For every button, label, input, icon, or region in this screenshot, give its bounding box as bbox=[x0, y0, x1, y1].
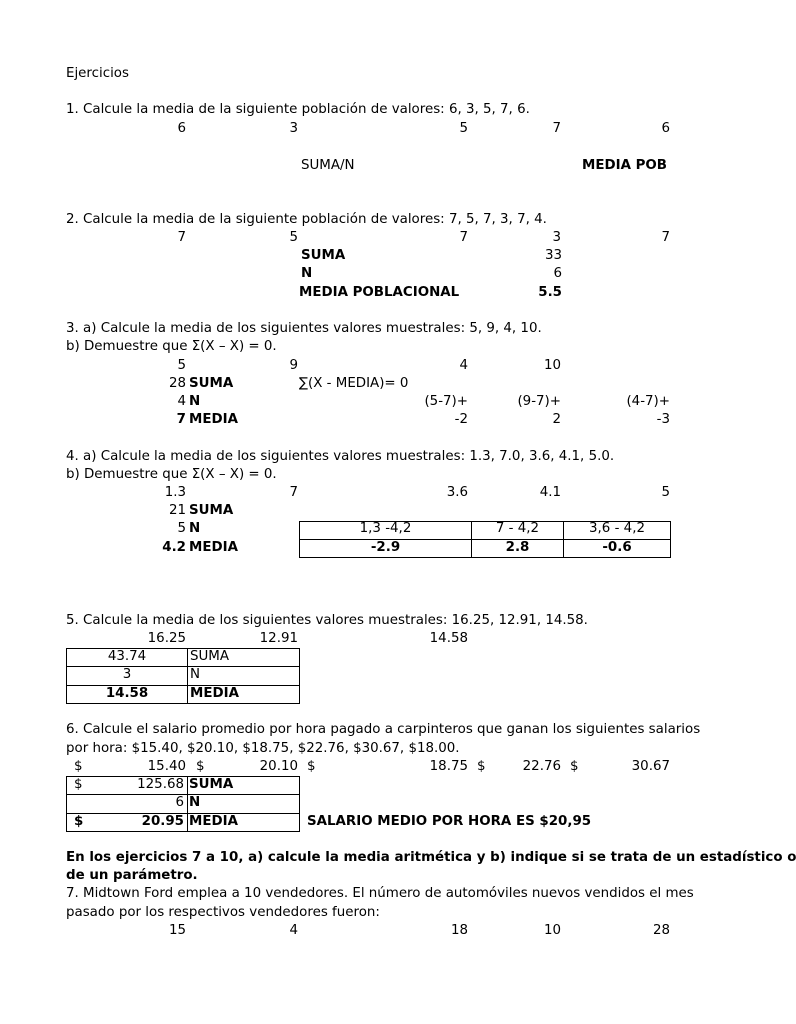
ex2-value: 7 bbox=[661, 230, 670, 245]
ex7-value: 10 bbox=[543, 923, 561, 938]
page-title: Ejercicios bbox=[66, 66, 129, 81]
ex1-value: 5 bbox=[459, 121, 468, 136]
ex6-n-value: 6 bbox=[175, 795, 184, 810]
ex3-suma-value: 28 bbox=[168, 376, 186, 391]
ex3-value: 10 bbox=[543, 358, 561, 373]
ex6-n-label: N bbox=[189, 795, 201, 810]
currency-symbol: $ bbox=[196, 759, 205, 774]
ex5-table-label: N bbox=[190, 667, 201, 682]
ex7-value: 28 bbox=[652, 923, 670, 938]
ex7-10-heading-line2: de un parámetro. bbox=[66, 868, 198, 883]
currency-symbol: $ bbox=[477, 759, 486, 774]
ex4-result: -0.6 bbox=[602, 540, 632, 555]
ex4-diff: 7 - 4,2 bbox=[495, 521, 540, 536]
ex6-value: 30.67 bbox=[631, 759, 670, 774]
ex6-value: 15.40 bbox=[147, 759, 186, 774]
ex2-value: 5 bbox=[289, 230, 298, 245]
ex2-suma-label: SUMA bbox=[301, 248, 346, 263]
ex3-media-value: 7 bbox=[176, 412, 186, 427]
ex4-n-value: 5 bbox=[177, 521, 186, 536]
ex4-media-value: 4.2 bbox=[162, 540, 186, 555]
ex5-value: 12.91 bbox=[259, 631, 298, 646]
ex5-table-value: 43.74 bbox=[107, 649, 147, 664]
ex4-value: 1.3 bbox=[164, 485, 186, 500]
ex4-diff: 3,6 - 4,2 bbox=[589, 521, 645, 536]
ex2-suma-value: 33 bbox=[544, 248, 562, 263]
ex6-media-label: MEDIA bbox=[189, 814, 238, 829]
ex2-media-label: MEDIA POBLACIONAL bbox=[299, 285, 460, 300]
ex6-value: 22.76 bbox=[522, 759, 561, 774]
ex6-suma-label: SUMA bbox=[189, 777, 234, 792]
ex5-table-value: 3 bbox=[122, 667, 132, 682]
ex4-value: 5 bbox=[661, 485, 670, 500]
ex3-value: 4 bbox=[459, 358, 468, 373]
ex6-conclusion: SALARIO MEDIO POR HORA ES $20,95 bbox=[307, 814, 592, 829]
ex4-n-label: N bbox=[189, 521, 201, 536]
ex6-value: 20.10 bbox=[259, 759, 298, 774]
ex3-prompt-a: 3. a) Calcule la media de los siguientes valores muestrales: 5, 9, 4, 10. bbox=[66, 321, 542, 336]
ex4-prompt-b: b) Demuestre que Σ(X – X) = 0. bbox=[66, 467, 277, 482]
ex3-diff: (4-7)+ bbox=[626, 394, 670, 409]
ex1-value: 7 bbox=[552, 121, 561, 136]
ex3-diff: (9-7)+ bbox=[517, 394, 561, 409]
ex1-prompt: 1. Calcule la media de la siguiente población de valores: 6, 3, 5, 7, 6. bbox=[66, 102, 530, 117]
ex7-value: 15 bbox=[168, 923, 186, 938]
ex2-media-value: 5.5 bbox=[538, 285, 562, 300]
ex3-prompt-b: b) Demuestre que Σ(X – X) = 0. bbox=[66, 339, 277, 354]
ex6-prompt-line1: 6. Calcule el salario promedio por hora pagado a carpinteros que ganan los siguientes salarios bbox=[66, 722, 701, 737]
ex5-prompt: 5. Calcule la media de los siguientes valores muestrales: 16.25, 12.91, 14.58. bbox=[66, 613, 588, 628]
ex2-value: 7 bbox=[177, 230, 186, 245]
ex5-value: 14.58 bbox=[429, 631, 468, 646]
ex3-result: 2 bbox=[552, 412, 561, 427]
ex7-value: 4 bbox=[289, 923, 298, 938]
ex3-result: -2 bbox=[454, 412, 468, 427]
ex3-suma-label: SUMA bbox=[189, 376, 234, 391]
ex5-table-label: SUMA bbox=[190, 649, 230, 664]
ex1-value: 6 bbox=[661, 121, 670, 136]
currency-symbol: $ bbox=[74, 814, 84, 829]
ex2-n-value: 6 bbox=[553, 266, 562, 281]
ex3-value: 9 bbox=[289, 358, 298, 373]
ex7-value: 18 bbox=[450, 923, 468, 938]
ex1-suma-n-label: SUMA/N bbox=[301, 158, 355, 173]
ex4-suma-value: 21 bbox=[168, 503, 186, 518]
ex3-n-value: 4 bbox=[177, 394, 186, 409]
ex2-value: 3 bbox=[552, 230, 561, 245]
ex4-value: 3.6 bbox=[446, 485, 468, 500]
ex6-media-value: 20.95 bbox=[141, 814, 184, 829]
currency-symbol: $ bbox=[570, 759, 579, 774]
ex6-value: 18.75 bbox=[429, 759, 468, 774]
ex4-prompt-a: 4. a) Calcule la media de los siguientes valores muestrales: 1.3, 7.0, 3.6, 4.1, 5.0. bbox=[66, 449, 615, 464]
ex2-value: 7 bbox=[459, 230, 468, 245]
ex3-diff: (5-7)+ bbox=[424, 394, 468, 409]
currency-symbol: $ bbox=[74, 777, 83, 792]
ex7-prompt-line1: 7. Midtown Ford emplea a 10 vendedores. El número de automóviles nuevos vendidos el mes bbox=[66, 886, 694, 901]
ex6-suma-value: 125.68 bbox=[137, 777, 184, 792]
ex3-media-label: MEDIA bbox=[189, 412, 238, 427]
ex7-prompt-line2: pasado por los respectivos vendedores fueron: bbox=[66, 905, 380, 920]
table-divider bbox=[187, 776, 188, 832]
table-divider bbox=[187, 648, 188, 704]
currency-symbol: $ bbox=[307, 759, 316, 774]
ex2-n-label: N bbox=[301, 266, 313, 281]
ex1-value: 3 bbox=[289, 121, 298, 136]
ex4-suma-label: SUMA bbox=[189, 503, 234, 518]
ex5-table-label: MEDIA bbox=[190, 686, 239, 701]
ex4-value: 4.1 bbox=[539, 485, 561, 500]
ex4-value: 7 bbox=[289, 485, 298, 500]
ex6-prompt-line2: por hora: $15.40, $20.10, $18.75, $22.76, $30.67, $18.00. bbox=[66, 741, 460, 756]
ex3-result: -3 bbox=[656, 412, 670, 427]
ex3-sigma-formula: ∑(X - MEDIA)= 0 bbox=[299, 376, 409, 391]
ex5-table-value: 14.58 bbox=[105, 686, 149, 701]
ex4-media-label: MEDIA bbox=[189, 540, 238, 555]
ex1-media-pob-label: MEDIA POB bbox=[582, 158, 667, 173]
ex4-result: -2.9 bbox=[370, 540, 401, 555]
ex2-prompt: 2. Calcule la media de la siguiente población de valores: 7, 5, 7, 3, 7, 4. bbox=[66, 212, 547, 227]
ex1-value: 6 bbox=[177, 121, 186, 136]
ex4-diff: 1,3 -4,2 bbox=[359, 521, 412, 536]
ex3-n-label: N bbox=[189, 394, 201, 409]
ex3-value: 5 bbox=[177, 358, 186, 373]
currency-symbol: $ bbox=[74, 759, 83, 774]
ex5-value: 16.25 bbox=[147, 631, 186, 646]
ex4-result: 2.8 bbox=[505, 540, 530, 555]
ex7-10-heading-line1: En los ejercicios 7 a 10, a) calcule la media aritmética y b) indique si se trata de un estadístico o bbox=[66, 850, 796, 865]
